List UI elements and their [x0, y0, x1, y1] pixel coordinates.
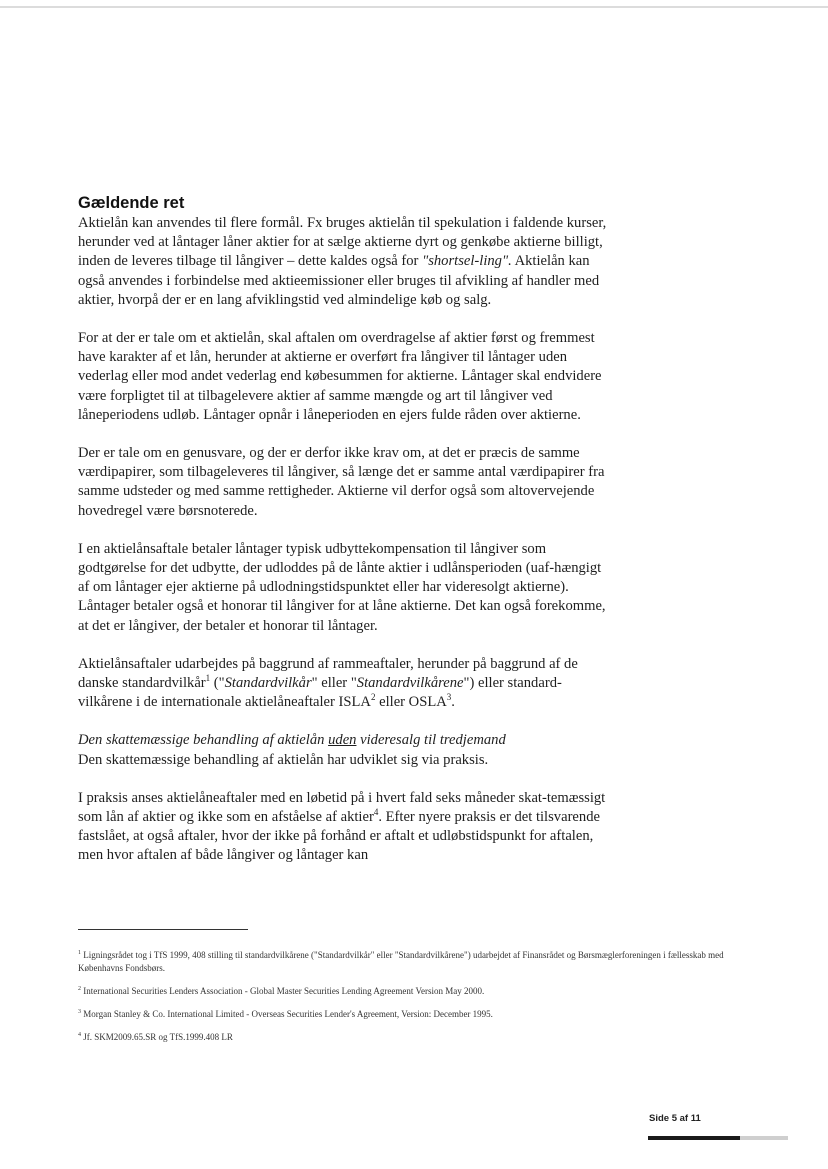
paragraph-5: Aktielånsaftaler udarbejdes på baggrund af rammeaftaler, herunder på baggrund af de danske standardvilkår$^1$ ("Standardvilkår" eller "Standardvilkårene") eller standard-vilkårene i de internationale aktielåneaftaler ISLA$^2$ eller OSLA$^3$.	[78, 655, 578, 711]
page-bar-dark	[648, 1136, 740, 1140]
paragraph-7: I praksis anses aktielåneaftaler med en løbetid på i hvert fald seks måneder skat-temæssigt som lån af aktier og ikke som en afståelse af aktier$^4$. Efter nyere praksis er det tilsvarende fastslået, at også aftaler, hvor der ikke på forhånd er aftalt et udløbstidspunkt for aftalen, men hvor aftalen af både långiver og låntager kan	[78, 789, 606, 864]
paragraph-3: Der er tale om en genusvare, og der er derfor ikke krav om, at det er præcis de samme værdipapirer, som tilbageleveres til långiver, så længe det er samme antal værdipapirer fra samme udsteder og med samme rettigheder. Aktierne vil derfor også som altovervejende hovedregel være børsnoterede.	[78, 445, 605, 519]
footnote-separator	[78, 929, 248, 930]
page-bar-light	[740, 1136, 788, 1140]
footnotes	[78, 949, 728, 1054]
subheading: Den skattemæssige behandling af aktielån uden videresalg til tredjemand	[78, 732, 506, 749]
paragraph-4: I en aktielånsaftale betaler låntager typisk udbyttekompensation til långiver som godtgørelse for det udbytte, der udloddes på de lånte aktier i udlånsperioden (uaf-hængigt af om låntager ejer aktierne på udlodningstidspunktet eller har videresolgt aktierne). Låntager betaler også et honorar til långiver for at låne aktierne. Det kan også forekomme, at det er långiver, der betaler et honorar til låntager.	[78, 540, 606, 634]
shortselling-term: "shortsel-ling".	[422, 253, 512, 270]
page-number: Side 5 af 11	[649, 1113, 701, 1124]
footnote-2: $^2$ International Securities Lenders Association - Global Master Securities Lending Agreement Version May 2000.	[78, 986, 485, 996]
top-rule	[0, 6, 828, 8]
footnote-3: $^3$ Morgan Stanley & Co. International Limited - Overseas Securities Lender's Agreement, Version: December 1995.	[78, 1009, 493, 1019]
footnote-ref-2[interactable]: 2	[370, 692, 376, 703]
footnote-ref-4[interactable]: 4	[373, 807, 379, 818]
document-body	[78, 192, 614, 866]
paragraph-1: Aktielån kan anvendes til flere formål. Fx bruges aktielån til spekulation i faldende kurser, herunder ved at låntager låner aktier for at sælge aktierne dyrt og genkøbe aktierne billigt, inden de leveres tilbage til långiver – dette kaldes også for "shortsel-ling". Aktielån kan også anvendes i forbindelse med aktieemissioner eller bruges til afvikling af handler med aktier, hvorpå der er en lang afviklingstid ved almindelige køb og salg.	[78, 215, 607, 308]
footnote-ref-1[interactable]: 1	[205, 673, 211, 684]
section-heading: Gældende ret	[78, 194, 185, 212]
footnote-4: $^4$ Jf. SKM2009.65.SR og TfS.1999.408 LR	[78, 1032, 233, 1042]
paragraph-6: Den skattemæssige behandling af aktielån har udviklet sig via praksis.	[78, 751, 489, 768]
footnote-1: $^1$ Ligningsrådet tog i TfS 1999, 408 stilling til standardvilkårene ("Standardvilkår" eller "Standardvilkårene") udarbejdet af Finansrådet og Børsmæglerforeningen i fællesskab med Københavns Fondsbørs.	[78, 950, 724, 973]
footnote-ref-3[interactable]: 3	[446, 692, 452, 703]
paragraph-2: For at der er tale om et aktielån, skal aftalen om overdragelse af aktier først og fremmest have karakter af et lån, herunder at aktierne er overført fra långiver til låntager uden vederlag eller mod andet vederlag end købesummen for aktierne. Låntager skal endvidere være forpligtet til at tilbagelevere aktier af samme mængde og art til långiver ved låneperiodens udløb. Låntager opnår i låneperioden en ejers fulde råden over aktierne.	[78, 330, 602, 423]
